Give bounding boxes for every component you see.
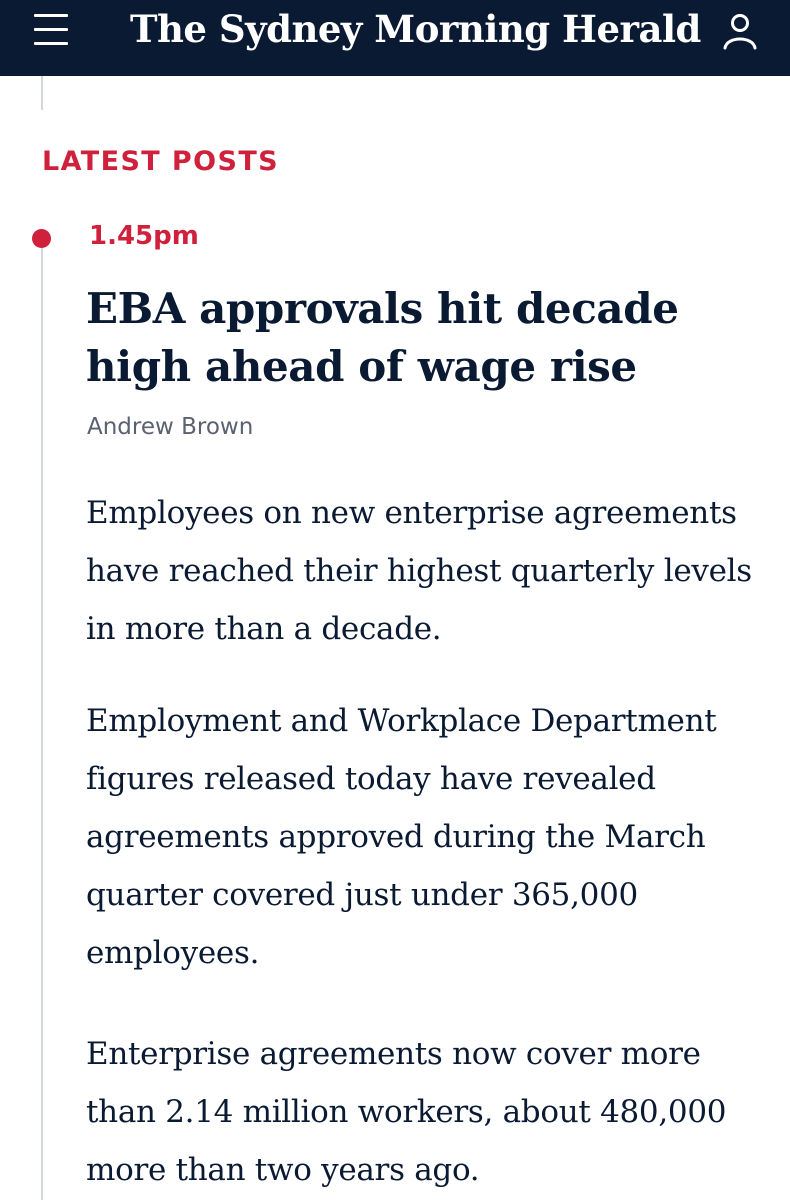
post-paragraph: Enterprise agreements now cover more than 2.14 million workers, about 480,000 more than two years ago. — [86, 1036, 727, 1188]
post-paragraph: Employees on new enterprise agreements have reached their highest quarterly levels in more than a decade. — [86, 495, 752, 647]
post-paragraph: Employment and Workplace Department figures released today have revealed agreements approved during the March quarter covered just under 365,000 employees. — [86, 703, 717, 971]
user-account-icon[interactable] — [720, 12, 760, 50]
timeline-line — [41, 240, 43, 1200]
post-time: 1.45pm — [89, 221, 199, 251]
latest-posts-heading: LATEST POSTS — [42, 146, 279, 177]
timeline-dot — [32, 229, 51, 248]
post-headline[interactable]: EBA approvals hit decade high ahead of wage rise — [86, 284, 679, 391]
site-logo[interactable]: The Sydney Morning Herald — [130, 7, 701, 51]
hamburger-menu-icon[interactable] — [34, 14, 68, 46]
site-header — [0, 0, 790, 76]
post-author[interactable]: Andrew Brown — [87, 414, 254, 440]
timeline-line-top — [41, 76, 43, 110]
